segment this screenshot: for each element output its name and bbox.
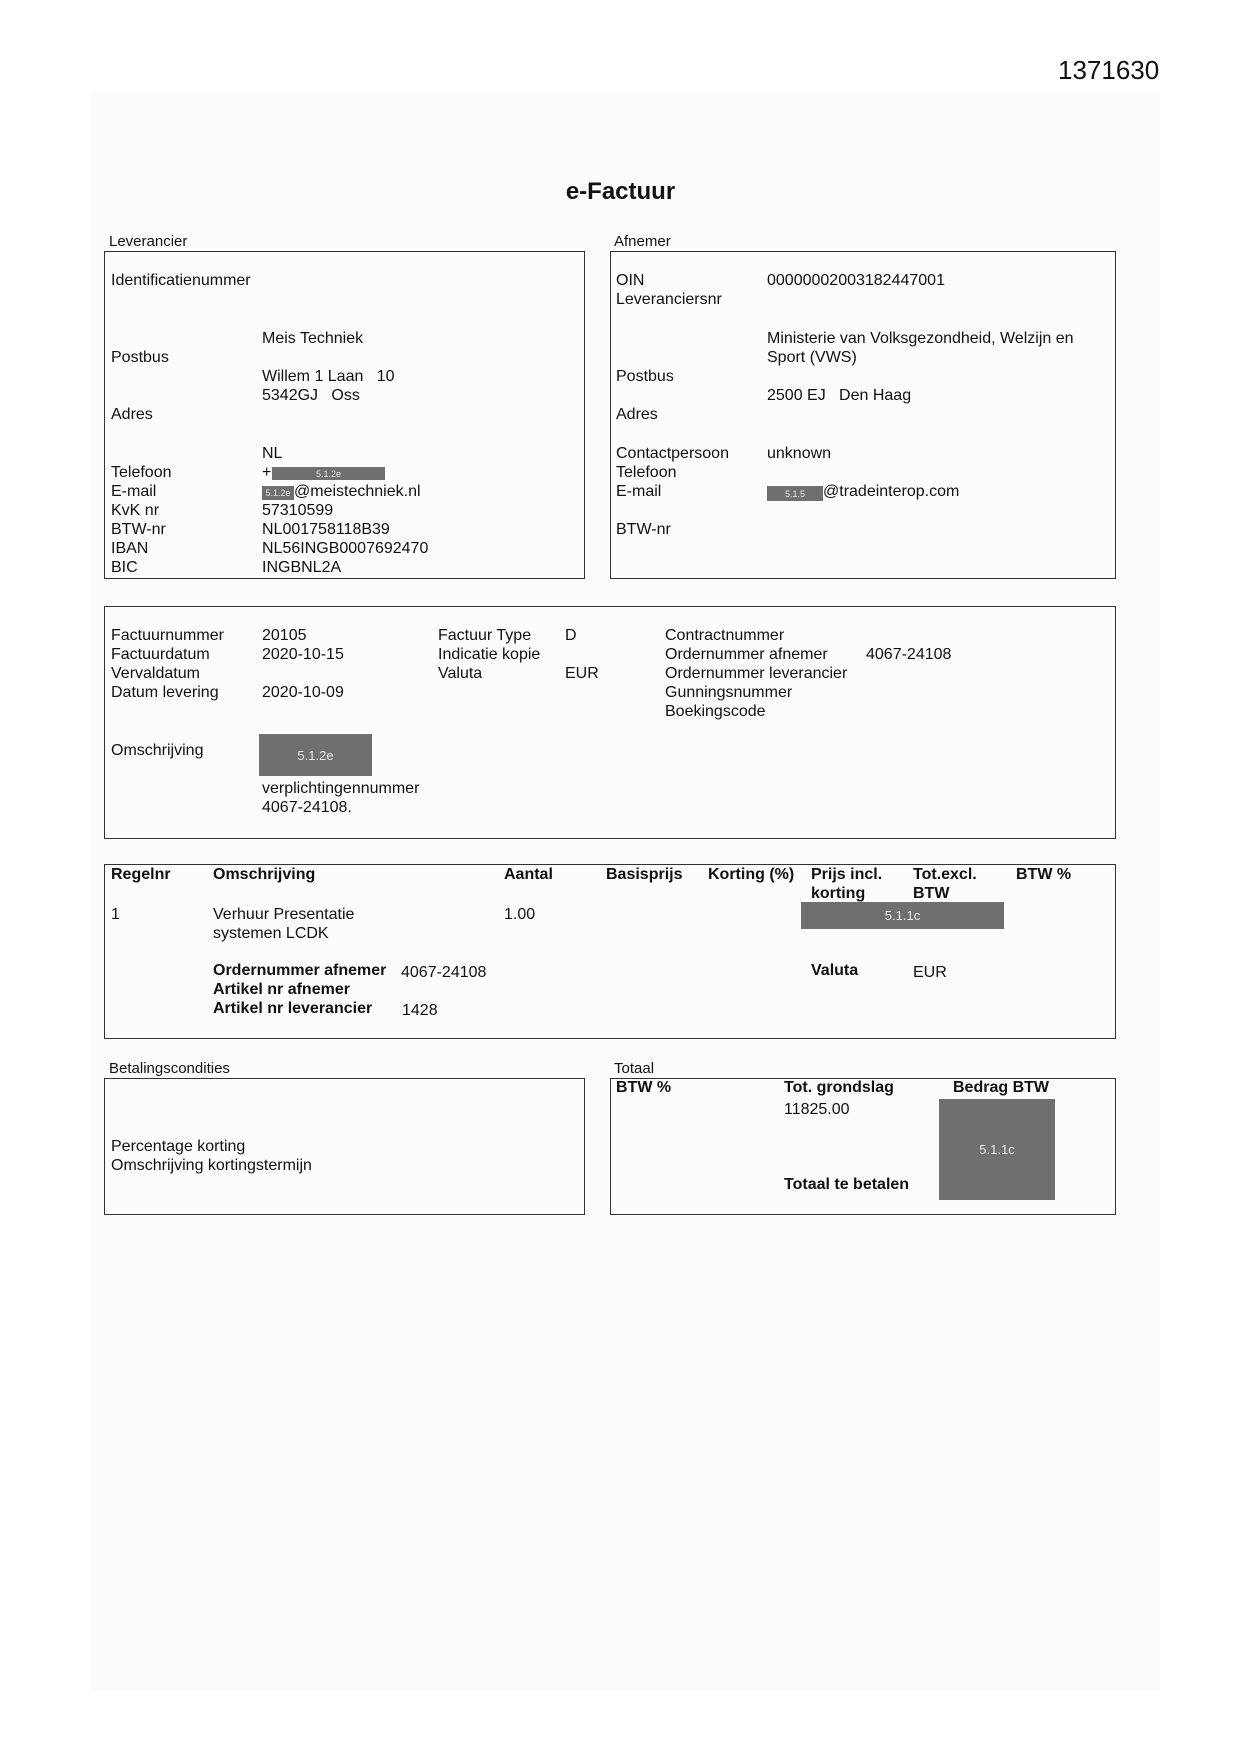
invoice-levering-label: Datum levering	[111, 684, 219, 701]
payment-omschrijving-label: Omschrijving kortingstermijn	[111, 1157, 312, 1174]
customer-contact-label: Contactpersoon	[616, 445, 729, 462]
customer-section-label: Afnemer	[614, 233, 671, 250]
col-header-omschrijving: Omschrijving	[213, 866, 316, 883]
supplier-adres-label: Adres	[111, 406, 153, 423]
line-aantal: 1.00	[504, 906, 536, 923]
customer-email-redaction: 5.1.5	[767, 486, 823, 501]
supplier-email-label: E-mail	[111, 483, 157, 500]
customer-leveranciersnr-label: Leveranciersnr	[616, 291, 722, 308]
invoice-nummer: 20105	[262, 627, 307, 644]
col-header-basisprijs: Basisprijs	[606, 866, 683, 883]
customer-postbus-label: Postbus	[616, 368, 674, 385]
col-header-btw: BTW %	[1016, 866, 1072, 883]
supplier-postbus-label: Postbus	[111, 349, 169, 366]
supplier-telefoon-label: Telefoon	[111, 464, 172, 481]
payment-percentage-label: Percentage korting	[111, 1138, 246, 1155]
invoice-verval-label: Vervaldatum	[111, 665, 200, 682]
invoice-contract-label: Contractnummer	[665, 627, 785, 644]
supplier-iban-label: IBAN	[111, 540, 149, 557]
supplier-email-redaction: 5.1.2e	[262, 486, 294, 500]
invoice-type-label: Factuur Type	[438, 627, 532, 644]
supplier-email-domain: @meistechniek.nl	[294, 483, 421, 500]
col-header-aantal: Aantal	[504, 866, 553, 883]
line-valuta-label: Valuta	[811, 962, 859, 979]
col-header-korting: Korting (%)	[708, 866, 795, 883]
supplier-iban: NL56INGB0007692470	[262, 540, 429, 557]
supplier-city: 5342GJ Oss	[262, 387, 360, 404]
document-number: 1371630	[1058, 55, 1160, 85]
line-artikel-leverancier: 1428	[402, 1002, 438, 1019]
customer-adres-label: Adres	[616, 406, 658, 423]
customer-city: 2500 EJ Den Haag	[767, 387, 912, 404]
supplier-btw: NL001758118B39	[262, 521, 390, 538]
invoice-valuta: EUR	[565, 665, 599, 682]
totals-grondslag-header: Tot. grondslag	[784, 1079, 894, 1096]
invoice-valuta-label: Valuta	[438, 665, 483, 682]
invoice-gunning-label: Gunningsnummer	[665, 684, 793, 701]
invoice-omschrijving-line2: 4067-24108.	[262, 799, 352, 816]
line-nr: 1	[111, 906, 120, 923]
invoice-order-afnemer: 4067-24108	[866, 646, 952, 663]
customer-contact: unknown	[767, 445, 832, 462]
invoice-levering: 2020-10-09	[262, 684, 344, 701]
line-order-afnemer-label: Ordernummer afnemer	[213, 962, 387, 979]
customer-oin: 00000002003182447001	[767, 272, 945, 289]
invoice-boeking-label: Boekingscode	[665, 703, 766, 720]
totals-btw-header: BTW %	[616, 1079, 672, 1096]
supplier-kvk: 57310599	[262, 502, 334, 519]
col-header-tot-line1: Tot.excl.	[913, 866, 977, 883]
invoice-kopie-label: Indicatie kopie	[438, 646, 541, 663]
invoice-omschrijving-line1: verplichtingennummer	[262, 780, 420, 797]
totals-bedrag-header: Bedrag BTW	[953, 1079, 1049, 1096]
customer-name-line2: Sport (VWS)	[767, 349, 857, 366]
customer-telefoon-label: Telefoon	[616, 464, 677, 481]
line-artikel-afnemer-label: Artikel nr afnemer	[213, 981, 350, 998]
customer-btw-label: BTW-nr	[616, 521, 671, 538]
totals-section-label: Totaal	[614, 1060, 655, 1077]
line-price-redaction: 5.1.1c	[801, 902, 1004, 929]
customer-oin-label: OIN	[616, 272, 645, 289]
line-artikel-leverancier-label: Artikel nr leverancier	[213, 1000, 373, 1017]
col-header-prijs-line1: Prijs incl.	[811, 866, 883, 883]
totals-amount-redaction: 5.1.1c	[939, 1099, 1055, 1200]
customer-name-line1: Ministerie van Volksgezondheid, Welzijn en	[767, 330, 1074, 347]
col-header-tot-line2: BTW	[913, 885, 950, 902]
payment-section-label: Betalingscondities	[109, 1060, 230, 1077]
invoice-datum-label: Factuurdatum	[111, 646, 210, 663]
customer-email-domain: @tradeinterop.com	[823, 483, 960, 500]
line-order-afnemer: 4067-24108	[401, 964, 487, 981]
supplier-phone-prefix: +	[262, 464, 272, 481]
line-valuta: EUR	[913, 964, 947, 981]
invoice-datum: 2020-10-15	[262, 646, 344, 663]
totals-te-betalen-label: Totaal te betalen	[784, 1176, 910, 1193]
supplier-bic: INGBNL2A	[262, 559, 342, 576]
supplier-street: Willem 1 Laan 10	[262, 368, 395, 385]
line-desc-line1: Verhuur Presentatie	[213, 906, 355, 923]
supplier-section-label: Leverancier	[109, 233, 188, 250]
invoice-type: D	[565, 627, 577, 644]
customer-email-label: E-mail	[616, 483, 662, 500]
supplier-name: Meis Techniek	[262, 330, 364, 347]
invoice-omschrijving-label: Omschrijving	[111, 742, 204, 759]
supplier-bic-label: BIC	[111, 559, 138, 576]
col-header-prijs-line2: korting	[811, 885, 866, 902]
col-header-regelnr: Regelnr	[111, 866, 171, 883]
supplier-btw-label: BTW-nr	[111, 521, 166, 538]
supplier-country: NL	[262, 445, 283, 462]
invoice-order-leverancier-label: Ordernummer leverancier	[665, 665, 848, 682]
line-desc-line2: systemen LCDK	[213, 925, 329, 942]
supplier-kvk-label: KvK nr	[111, 502, 160, 519]
invoice-details-box	[104, 606, 1116, 839]
supplier-id-label: Identificatienummer	[111, 272, 251, 289]
page-title: e-Factuur	[565, 178, 676, 205]
invoice-omschrijving-redaction: 5.1.2e	[259, 734, 372, 776]
invoice-order-afnemer-label: Ordernummer afnemer	[665, 646, 828, 663]
invoice-nummer-label: Factuurnummer	[111, 627, 224, 644]
supplier-phone-redaction: 5.1.2e	[272, 467, 385, 480]
totals-grondslag: 11825.00	[784, 1101, 850, 1118]
